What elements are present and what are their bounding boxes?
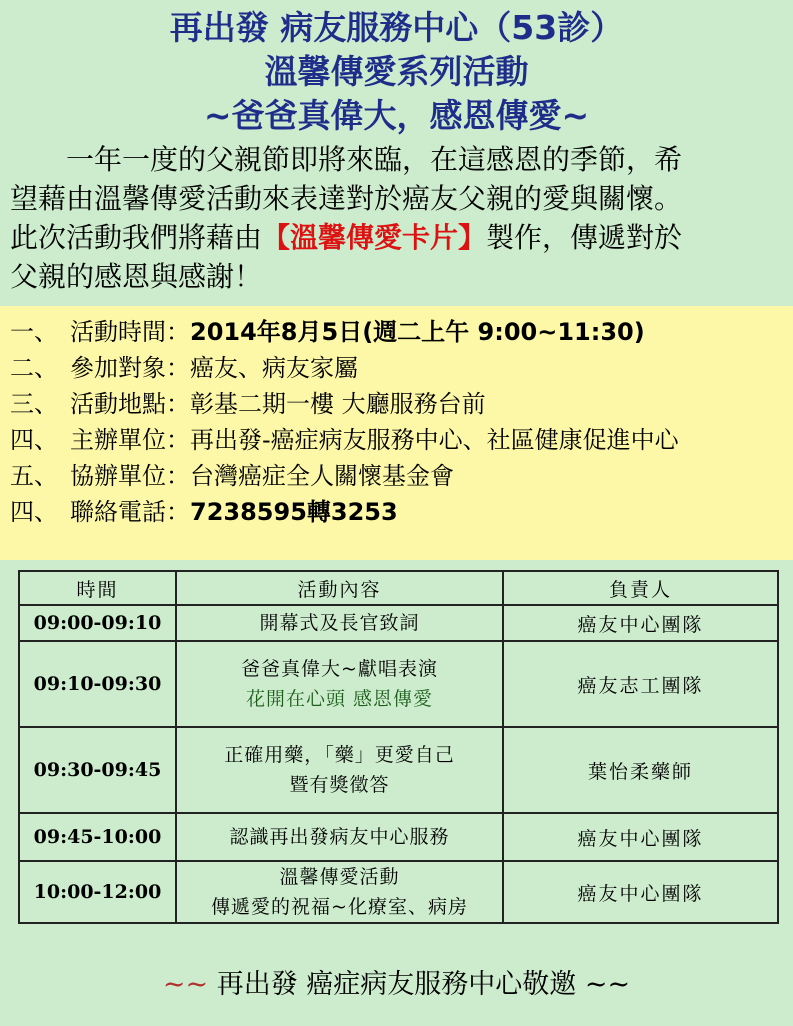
table-row — [19, 861, 778, 923]
row-content: 溫馨傳愛活動 傳遞愛的祝福~化療室、病房 — [176, 861, 503, 923]
info-row-audience: 二、 參加對象： 癌友、病友家屬 — [10, 354, 358, 382]
row-owner: 癌友中心團隊 — [503, 861, 778, 923]
row-time: 09:45-10:00 — [19, 813, 176, 861]
table-row — [19, 727, 778, 813]
intro-line-2: 望藉由溫馨傳愛活動來表達對於癌友父親的愛與關懷。 — [10, 182, 683, 215]
row-content: 正確用藥，「藥」更愛自己 暨有獎徵答 — [176, 727, 503, 813]
intro-line-1: 一年一度的父親節即將來臨，在這感恩的季節，希 — [66, 143, 683, 176]
info-row-organizer: 四、 主辦單位： 再出發-癌症病友服務中心、社區健康促進中心 — [10, 426, 679, 454]
intro-line-4: 父親的感恩與感謝！ — [10, 260, 263, 293]
schedule-table — [18, 570, 779, 924]
title-line-3: ~爸爸真偉大，感恩傳愛~ — [203, 96, 590, 135]
row-content: 認識再出發病友中心服務 — [176, 813, 503, 861]
row-owner: 癌友中心團隊 — [503, 605, 778, 641]
info-row-location: 三、 活動地點： 彰基二期一樓 大廳服務台前 — [10, 390, 486, 418]
info-row-phone: 四、 聯絡電話： 7238595轉3253 — [10, 498, 398, 526]
intro-line-3: 此次活動我們將藉由【溫馨傳愛卡片】製作，傳遞對於 — [10, 221, 683, 254]
row-time: 09:30-09:45 — [19, 727, 176, 813]
title-line-1: 再出發 病友服務中心（53診） — [169, 8, 624, 47]
title-line-2: 溫馨傳愛系列活動 — [264, 52, 529, 91]
table-row — [19, 813, 778, 861]
table-header-row — [19, 571, 778, 605]
row-content: 開幕式及長官致詞 — [176, 605, 503, 641]
table-row — [19, 641, 778, 727]
row-time: 10:00-12:00 — [19, 861, 176, 923]
info-row-time: 一、 活動時間： 2014年8月5日(週二上午 9:00~11:30) — [10, 318, 645, 346]
row-owner: 癌友志工團隊 — [503, 641, 778, 727]
header-owner: 負責人 — [503, 571, 778, 605]
row-time: 09:00-09:10 — [19, 605, 176, 641]
header-content: 活動內容 — [176, 571, 503, 605]
row-content: 爸爸真偉大~獻唱表演 花開在心頭 感恩傳愛 — [176, 641, 503, 727]
row-owner: 葉怡柔藥師 — [503, 727, 778, 813]
row-owner: 癌友中心團隊 — [503, 813, 778, 861]
info-row-co-organizer: 五、 協辦單位： 台灣癌症全人關懷基金會 — [10, 462, 454, 490]
title-block — [0, 6, 793, 138]
table-row — [19, 605, 778, 641]
card-highlight: 【溫馨傳愛卡片】 — [262, 221, 487, 254]
header-time: 時間 — [19, 571, 176, 605]
footer-invitation: ~~ 再出發 癌症病友服務中心敬邀 ~~ — [162, 969, 631, 1000]
row-time: 09:10-09:30 — [19, 641, 176, 727]
intro-paragraph — [0, 140, 793, 296]
info-panel — [0, 306, 793, 560]
